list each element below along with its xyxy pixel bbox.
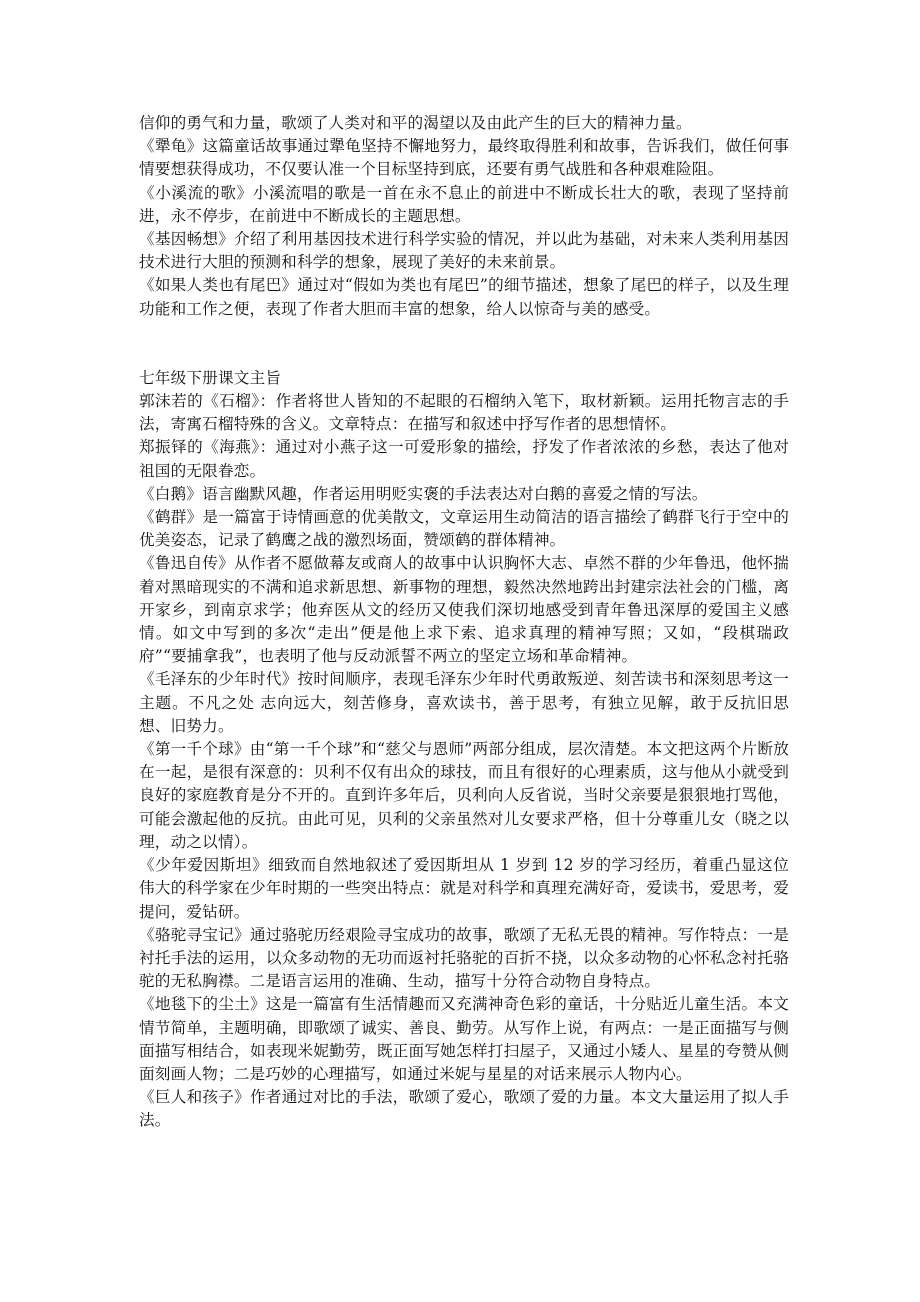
- paragraph-pomegranate: 郭沫若的《石榴》：作者将世人皆知的不起眼的石榴纳入笔下，取材新颖。运用托物言志的手法，寄寓石榴特殊的含义。文章特点：在描写和叙述中抒写作者的思想情怀。: [139, 392, 789, 434]
- paragraph-giant-children: 《巨人和孩子》作者通过对比的手法，歌颂了爱心，歌颂了爱的力量。本文大量运用了拟人手法。: [139, 1088, 789, 1130]
- paragraph-brook-song: 《小溪流的歌》小溪流唱的歌是一首在永不息止的前进中不断成长壮大的歌，表现了坚持前进，永不停步，在前进中不断成长的主题思想。: [139, 183, 789, 225]
- paragraph-crane-flock: 《鹤群》是一篇富于诗情画意的优美散文，文章运用生动简洁的语言描绘了鹤群飞行于空中的优美姿态，记录了鹤鹰之战的激烈场面，赞颂鹤的群体精神。: [139, 508, 789, 550]
- paragraph-young-einstein: 《少年爱因斯坦》细致而自然地叙述了爱因斯坦从 1 岁到 12 岁的学习经历，着重凸显这位伟大的科学家在少年时期的一些突出特点：就是对科学和真理充满好奇，爱读书，爱思考，爱提问，爱钻研。: [139, 856, 789, 921]
- paragraph-swallow: 郑振铎的《海燕》：通过对小燕子这一可爱形象的描绘，抒发了作者浓浓的乡愁，表达了他对祖国的无限眷恋。: [139, 438, 789, 480]
- paragraph-lu-xun: 《鲁迅自传》从作者不愿做幕友或商人的故事中认识胸怀大志、卓然不群的少年鲁迅，他怀揣着对黑暗现实的不满和追求新思想、新事物的理想，毅然决然地跨出封建宗法社会的门槛，离开家乡，到南京求学；他弃医从文的经历又使我们深切地感受到青年鲁迅深厚的爱国主义感情。如文中写到的多次“走出”便是他上求下索、追求真理的精神写照；又如，“段棋瑞政府”“要捕拿我”，也表明了他与反动派誓不两立的坚定立场和革命精神。: [139, 554, 789, 666]
- section-heading: 七年级下册课文主旨: [139, 368, 282, 387]
- paragraph-human-tail: 《如果人类也有尾巴》通过对“假如为类也有尾巴”的细节描述，想象了尾巴的样子，以及生理功能和工作之便，表现了作者大胆而丰富的想象，给人以惊奇与美的感受。: [139, 276, 789, 318]
- paragraph-white-goose: 《白鹅》语言幽默风趣，作者运用明贬实褒的手法表达对白鹅的喜爱之情的写法。: [139, 484, 708, 503]
- paragraph-dust-under-rug: 《地毯下的尘土》这是一篇富有生活情趣而又充满神奇色彩的童话，十分贴近儿童生活。本文情节简单，主题明确，即歌颂了诚实、善良、勤劳。从写作上说，有两点：一是正面描写与侧面描写相结合，如表现米妮勤劳，既正面写她怎样打扫屋子，又通过小矮人、星星的夸赞从侧面刻画人物；二是巧妙的心理描写，如通过米妮与星星的对话来展示人物内心。: [139, 995, 789, 1083]
- paragraph-camel-treasure: 《骆驼寻宝记》通过骆驼历经艰险寻宝成功的故事，歌颂了无私无畏的精神。写作特点：一是衬托手法的运用，以众多动物的无功而返衬托骆驼的百折不挠，以众多动物的心怀私念衬托骆驼的无私胸襟。二是语言运用的准确、生动，描写十分符合动物自身特点。: [139, 925, 789, 991]
- paragraph-thousandth-goal: 《第一千个球》由“第一千个球”和“慈父与恩师”两部分组成，层次清楚。本文把这两个片断放在一起，是很有深意的：贝利不仅有出众的球技，而且有很好的心理素质，这与他从小就受到良好的家庭教育是分不开的。直到许多年后，贝利向人反省说，当时父亲要是狠狠地打骂他，可能会激起他的反抗。由此可见，贝利的父亲虽然对儿女要求严格，但十分尊重儿女（晓之以理，动之以情）。: [139, 740, 789, 851]
- paragraph-stubborn-turtle: 《犟龟》这篇童话故事通过犟龟坚持不懈地努力，最终取得胜利和故事，告诉我们，做任何事情要想获得成功，不仅要认准一个目标坚持到底，还要有勇气战胜和各种艰难险阻。: [139, 137, 789, 179]
- section-gap: [139, 321, 789, 367]
- paragraph-gene-fantasy: 《基因畅想》介绍了利用基因技术进行科学实验的情况，并以此为基础，对未来人类利用基因技术进行大胆的预测和科学的想象，展现了美好的未来前景。: [139, 230, 789, 272]
- paragraph-mao-youth: 《毛泽东的少年时代》按时间顺序，表现毛泽东少年时代勇敢叛逆、刻苦读书和深刻思考这一主题。不凡之处 志向远大，刻苦修身，喜欢读书，善于思考，有独立见解，敢于反抗旧思想、旧势力。: [139, 670, 789, 735]
- paragraph-faith-courage: 信仰的勇气和力量，歌颂了人类对和平的渴望以及由此产生的巨大的精神力量。: [139, 114, 692, 132]
- document-body: [139, 112, 789, 1133]
